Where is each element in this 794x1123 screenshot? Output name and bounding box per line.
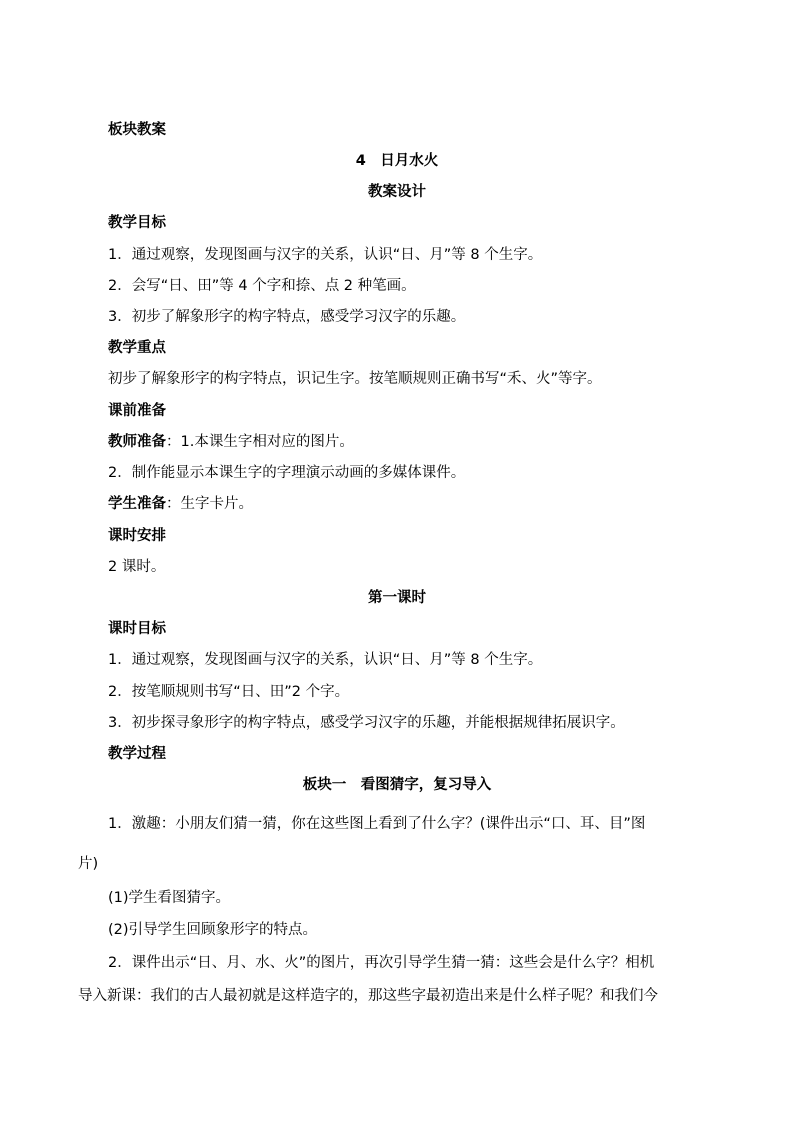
goal-item-3: 3．初步了解象形字的构字特点，感受学习汉字的乐趣。 <box>108 309 466 325</box>
lesson-goal-item-2: 2．按笔顺规则书写“日、田”2 个字。 <box>108 684 350 700</box>
step2-line2: 导入新课：我们的古人最初就是这样造字的，那这些字最初造出来是什么样子呢？和我们今 <box>78 988 658 1004</box>
teacher-prep-text: ：1.本课生字相对应的图片。 <box>166 434 354 450</box>
step1-line2: 片) <box>78 856 99 872</box>
lesson-goal-item-1: 1．通过观察，发现图画与汉字的关系，认识“日、月”等 8 个生字。 <box>108 652 543 668</box>
step1-line1: 1．激趣：小朋友们猜一猜，你在这些图上看到了什么字？(课件出示“口、耳、目”图 <box>108 816 646 832</box>
prep-heading: 课前准备 <box>108 403 166 419</box>
first-lesson-heading: 第一课时 <box>368 590 426 606</box>
goal-item-1: 1．通过观察，发现图画与汉字的关系，认识“日、月”等 8 个生字。 <box>108 247 543 263</box>
teacher-prep-2: 2．制作能显示本课生字的字理演示动画的多媒体课件。 <box>108 465 466 481</box>
schedule-heading: 课时安排 <box>108 528 166 544</box>
lesson-title: 4 日月水火 <box>355 153 439 169</box>
step1-sub2: (2)引导学生回顾象形字的特点。 <box>108 922 318 938</box>
section-header: 板块教案 <box>108 122 166 138</box>
step1-sub1: (1)学生看图猜字。 <box>108 890 231 906</box>
goal-item-2: 2．会写“日、田”等 4 个字和捺、点 2 种笔画。 <box>108 278 416 294</box>
process-heading: 教学过程 <box>108 746 166 762</box>
key-heading: 教学重点 <box>108 340 166 356</box>
schedule-text: 2 课时。 <box>108 559 166 575</box>
teacher-prep <box>108 432 354 452</box>
student-prep-label: 学生准备 <box>108 496 166 512</box>
student-prep-text: ：生字卡片。 <box>166 496 253 512</box>
design-heading: 教案设计 <box>368 184 426 200</box>
lesson-goal-item-3: 3．初步探寻象形字的构字特点，感受学习汉字的乐趣，并能根据规律拓展识字。 <box>108 715 625 731</box>
goals-heading: 教学目标 <box>108 215 166 231</box>
lesson-goals-heading: 课时目标 <box>108 621 166 637</box>
teacher-prep-label: 教师准备 <box>108 434 166 450</box>
block-one-heading: 板块一 看图猜字，复习导入 <box>302 777 492 793</box>
key-text: 初步了解象形字的构字特点，识记生字。按笔顺规则正确书写“禾、火”等字。 <box>108 371 602 387</box>
student-prep <box>108 494 253 514</box>
step2-line1: 2．课件出示“日、月、水、火”的图片，再次引导学生猜一猜：这些会是什么字？相机 <box>108 955 655 971</box>
